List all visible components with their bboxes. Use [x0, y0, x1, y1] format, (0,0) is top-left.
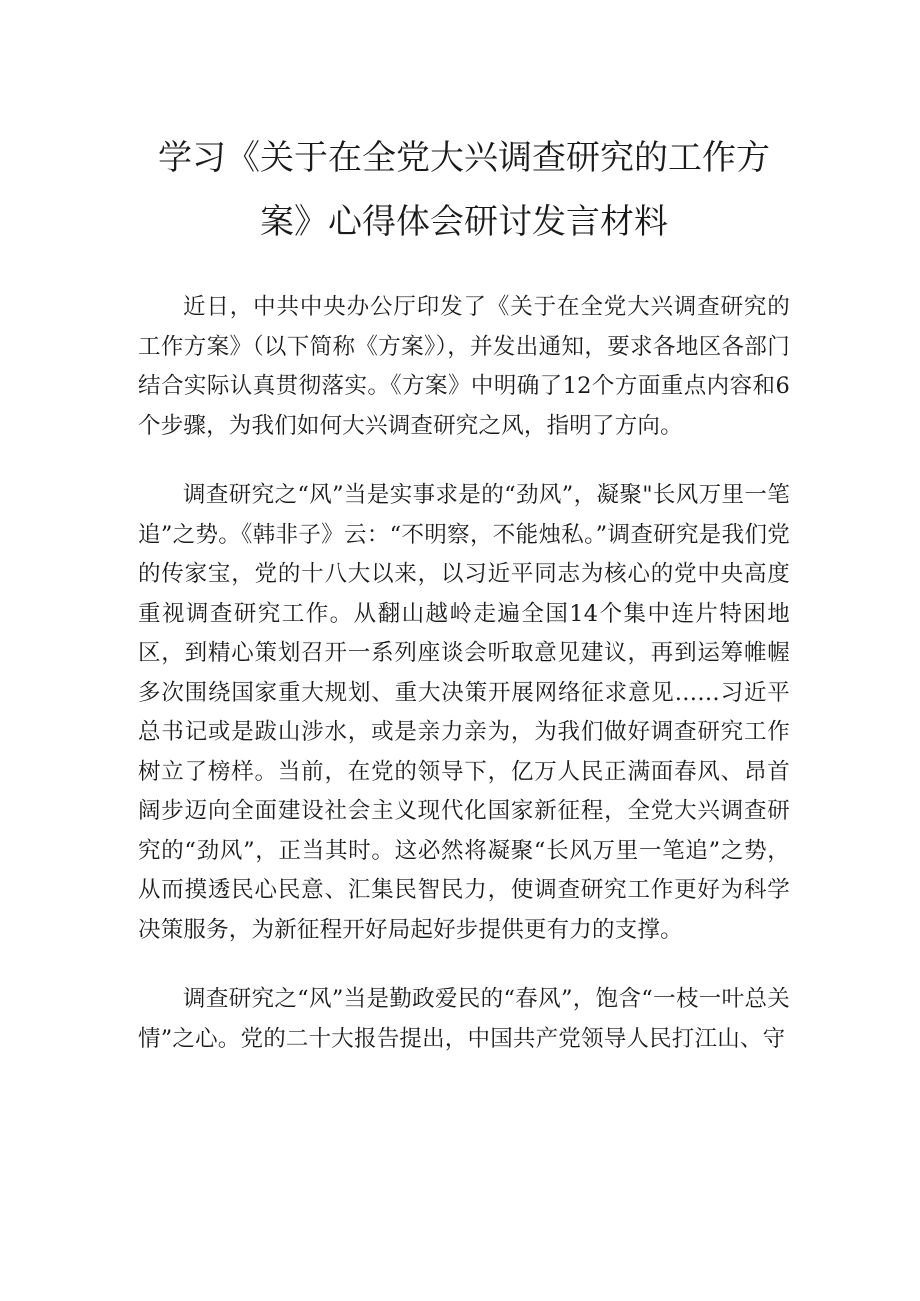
paragraph-1: 近日，中共中央办公厅印发了《关于在全党大兴调查研究的工作方案》（以下简称《方案》），并发出通知，要求各地区各部门结合实际认真贯彻落实。《方案》中明确了12个方面重点内容和6个步骤，为我们如何大兴调查研究之风，指明了方向。 — [138, 294, 790, 439]
document-title — [138, 126, 790, 254]
paragraph-3: 调查研究之“风”当是勤政爱民的“春风”，饱含“一枝一叶总关情”之心。党的二十大报告提出，中国共产党领导人民打江山、守 — [138, 986, 790, 1052]
title-line-1: 学习《关于在全党大兴调查研究的工作方 — [158, 138, 770, 178]
title-line-2: 案》心得体会研讨发言材料 — [260, 202, 668, 242]
paragraph-2: 调查研究之“风”当是实事求是的“劲风”，凝聚"长风万里一笔追”之势。《韩非子》云：“不明察，不能烛私。”调查研究是我们党的传家宝，党的十八大以来，以习近平同志为核心的党中央高度重视调查研究工作。从翻山越岭走遍全国14个集中连片特困地区，到精心策划召开一系列座谈会听取意见建议，再到运筹帷幄多次围绕国家重大规划、重大决策开展网络征求意见……习近平总书记或是跋山涉水，或是亲力亲为，为我们做好调查研究工作树立了榜样。当前，在党的领导下，亿万人民正满面春风、昂首阔步迈向全面建设社会主义现代化国家新征程，全党大兴调查研究的“劲风”，正当其时。这必然将凝聚“长风万里一笔追”之势，从而摸透民心民意、汇集民智民力，使调查研究工作更好为科学决策服务，为新征程开好局起好步提供更有力的支撑。 — [138, 482, 790, 943]
